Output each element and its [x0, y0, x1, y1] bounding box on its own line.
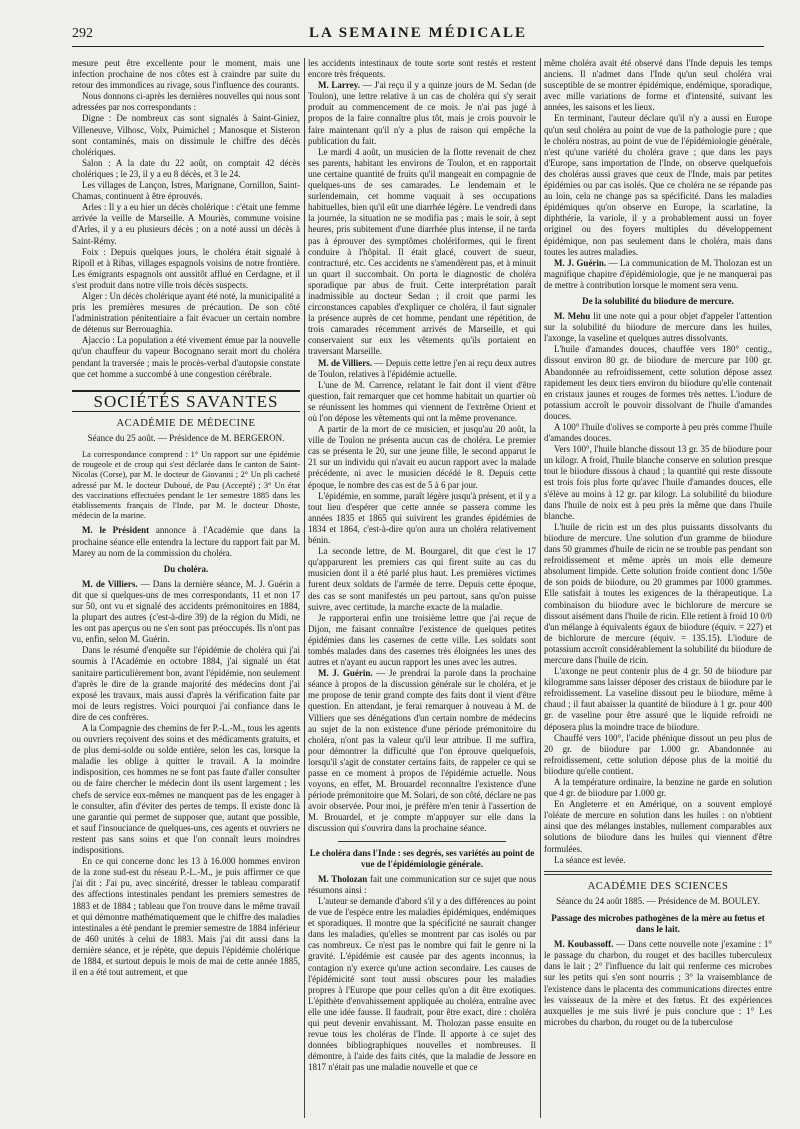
- paragraph: Je rapporterai enfin une troisième lettre que j'ai reçue de Dijon, me faisant connaître l'existence de quelques petites épidémies dans les casernes de cette ville. Les soldats sont tombés malades dans des casernes très éloignées les unes des autres et n'ayant eu aucun rapport les unes avec les autres.: [308, 612, 536, 668]
- speaker-name: M. Tholozan: [318, 873, 368, 884]
- paragraph: En ce qui concerne donc les 13 à 16.000 hommes environ de la zone sud-est du réseau P.-L.-M., je puis affirmer ce que j'ai dit : J'ai pu, avec sincérité, dresser le tableau comparatif des affections intestinales pendant les premiers semestres de 1883 et de 1884 ; tableau que l'on trouve dans le même travail et qui démontre mathématiquement que le chiffre des maladies intestinales a été pendant le premier semestre de 1884 inférieur de 460 unités à celui de 1883. Mais j'ai dit aussi dans la dernière séance, et je répète, que depuis l'épidémie cholérique de 1884, et surtout depuis le mois de mai de cette année 1885, il en a été tout autrement, et que: [72, 856, 300, 978]
- paragraph: A partir de la mort de ce musicien, et jusqu'au 20 août, la ville de Toulon ne présenta aucun cas de choléra. Le premier cas se présenta le 20, sur une jeune fille, le second apparut le 21 sur un individu qui n'avait eu aucun rapport avec la malade précédente, ni avec le musicien décédé le 8. Depuis cette époque, le nombre des cas est de 5 à 6 par jour.: [308, 424, 536, 490]
- academy-title: ACADÉMIE DE MÉDECINE: [116, 417, 256, 429]
- speaker-text: — Je prendrai la parole dans la prochaine séance à propos de la discussion générale sur le choléra, et je me propose de tenir grand compte des faits dont il vient d'être question. En attendant, je ferai remarquer à nouveau à M. de Villiers que ses dénégations d'un certain nombre de médecins au sujet de la non existence d'une période prémonitoire du choléra, n'ont pas la valeur qu'il leur attribue. Il me suffira, pour démontrer la difficulté que l'on éprouve quelquefois, lorsqu'il s'agit de constater certains faits, de rappeler ce qui se passe en ce moment à propos de l'épidémie actuelle. Nous voyons, en effet, M. Brouardel reconnaître l'existence d'une période prémonitoire que M. Solari, de son côté, déclare ne pas avoir observée. Pour moi, je préfère m'en tenir à l'assertion de M. Brouardel, et je compte m'appuyer sur elle dans la discussion qui s'ouvrira dans la prochaine séance.: [308, 668, 536, 834]
- speaker-name: M. Mehu: [554, 311, 591, 322]
- paragraph: [72, 579, 300, 646]
- speaker-text: — La communication de M. Tholozan est un magnifique chapitre d'épidémiologie, que je ne manquerai pas de mettre à contribution lorsque le moment sera venu.: [544, 257, 772, 290]
- speaker-name: M. Larrey.: [318, 80, 361, 91]
- rubric-title: De la solubilité du biiodure de mercure.: [582, 295, 734, 306]
- paragraph: L'auteur se demande d'abord s'il y a des différences au point de vue de l'espèce entre les maladies épidémiques, endémiques et sporadiques. Il montre que la spécificité ne saurait changer dans les maladies, qu'elles se montrent par cas isolés ou par cas nombreux. Ce n'est pas le nombre qui fait le genre ni la gravité. L'épidémie est causée par des agents inconnus, la contagion n'y exerce qu'une action secondaire. Les causes de l'épidémicité sont tout aussi obscures pour les maladies propres à l'Europe que pour celles qu'on a dit être exotiques. L'épithète d'envahissement appliquée au choléra, entraîne avec elle une idée fausse. Il faudrait, pour être exact, dire : choléra qui peut devenir envahissant. M. Tholozan passe ensuite en revue tous les choléras de l'Inde. Il apporte à ce sujet des données bibliographiques nouvelles et nombreuses. Il démontre, à l'aide des faits cités, que la maladie de Jessore en 1817 n'était pas une maladie nouvelle et que ce: [308, 895, 536, 1073]
- paragraph: La seconde lettre, de M. Bourgarel, dit que c'est le 17 qu'apparurent les premiers cas qui firent suite au cas du musicien dont il a été parlé plus haut. Les premières victimes furent deux soldats de l'armée de terre. Depuis cette époque, des cas se sont manifestés un peu partout, sans qu'on puisse suivre, avec certitude, la marche exacte de la maladie.: [308, 546, 536, 612]
- speaker-text: — Dans cette nouvelle note j'examine : 1° le passage du charbon, du rouget et des bacilles tuberculeux dans le lait ; 2° l'influence du lait qui renferme ces microbes sur les petits qui s'en sont nourris ; 3° la vraisemblance de l'existence dans le placenta des communications directes entre les vaisseaux de la mère et des fœtus. Et des expériences auxquelles je me suis livré je puis conclure que : 1° Les microbes du charbon, du rouget ou de la tuberculose: [544, 939, 772, 1027]
- speaker-name: M. J. Guérin.: [318, 668, 373, 679]
- speaker-text: annonce à l'Académie que dans la prochaine séance elle entendra la lecture du rapport fait par M. Marey au nom de la commission du choléra.: [72, 525, 300, 558]
- paragraph: même choléra avait été observé dans l'Inde depuis les temps anciens. Il n'admet dans l'Inde qu'un seul choléra vrai susceptible de se montrer épidémique, endémique, sporadique, avec mille variations de forme et d'intensité, suivant les années, les saisons et les lieux.: [544, 58, 772, 113]
- rubric-title: Du choléra.: [163, 563, 209, 574]
- paragraph: [308, 668, 536, 834]
- paragraph: [308, 80, 536, 147]
- divider-rule: [338, 841, 506, 842]
- speaker-name: M. J. Guérin.: [554, 257, 607, 268]
- paragraph: Nous donnons ci-après les dernières nouvelles qui nous sont adressées par nos correspondants :: [72, 91, 300, 113]
- paragraph: [308, 874, 536, 896]
- section-title: SOCIÉTÉS SAVANTES: [72, 390, 300, 412]
- rubric-title: Passage des microbes pathogènes de la mère au fœtus et dans le lait.: [551, 912, 765, 935]
- paragraph: L'axonge ne peut contenir plus de 4 gr. 50 de biiodure par kilogramme sans laisser déposer des cristaux de biiodure par le refroidissement. La vaseline dissout peu le biiodure, même à chaud ; il faut abaisser la quantité de biiodure à 1 gr. pour 400 gr. de vaseline pour être assuré que le liquide refroidi ne déposera plus la moindre trace de biiodure.: [544, 666, 772, 732]
- paragraph: L'une de M. Carrence, relatant le fait dont il vient d'être question, fait remarquer que cet homme habitait un quartier où se réunissent les hommes qui viennent de l'extrême Orient et où l'on dépose les vêtements qui ont la même provenance.: [308, 379, 536, 423]
- paragraph: mesure peut être excellente pour le moment, mais une infection prochaine de nos côtes est à craindre par suite du retour des immondices au rivage, sous l'influence des courants.: [72, 58, 300, 91]
- seance-line: Séance du 24 août 1885. — Présidence de M. BOULEY.: [556, 895, 760, 906]
- column-2: [308, 58, 536, 1118]
- paragraph: Chauffé vers 100°, l'acide phénique dissout un peu plus de 20 gr. de biiodure par 1.000 gr. Abandonnée au refroidissement, cette solution dépose plus de la moitié du biiodure qu'elle contient.: [544, 732, 772, 776]
- paragraph: Salon : A la date du 22 août, on comptait 42 décès cholériques ; le 23, il y a eu 8 décès, et 3 le 24.: [72, 157, 300, 179]
- rubric-title: Le choléra dans l'Inde : ses degrés, ses variétés au point de vue de l'épidémiologie générale.: [309, 847, 535, 869]
- paragraph: L'huile d'amandes douces, chauffée vers 180° centig., dissout environ 80 gr. de biiodure de mercure par 100 gr. Abandonnée au refroidissement, cette solution dépose assez rapidement les deux tiers environ du biiodure qu'elle contenait en cristaux jaunes et rouges de formes très nettes. L'iodure de potassium accroît le pouvoir dissolvant de l'huile d'amandes douces.: [544, 344, 772, 421]
- speaker-name: M. Koubassoff.: [554, 939, 614, 950]
- paragraph: Foix : Depuis quelques jours, le choléra était signalé à Ripoll et à Ribas, villages espagnols voisins de notre frontière. Les émigrants espagnols ont aussitôt afflué en Cerdagne, et il s'est produit dans notre ville trois décès suspects.: [72, 246, 300, 290]
- paragraph: L'épidémie, en somme, paraît légère jusqu'à présent, et il y a tout lieu d'espérer que cette année se passera comme les années 1835 et 1865 qui suivirent les grandes épidémies de 1834 et 1864, c'est-à-dire qu'on aura un choléra relativement bénin.: [308, 490, 536, 546]
- paragraph: Alger : Un décès cholérique ayant été noté, la municipalité a pris les premières mesures de précaution. De son côté l'administration pénitentiaire a fait évacuer un certain nombre de détenus sur Berrouaghia.: [72, 290, 300, 335]
- text-columns: [72, 58, 772, 1118]
- paragraph: La séance est levée.: [554, 854, 626, 865]
- journal-title: LA SEMAINE MÉDICALE: [308, 25, 528, 41]
- paragraph: Les villages de Lançon, Istres, Marignane, Cornillon, Saint-Chamas, continuent à être éprouvés.: [72, 180, 300, 202]
- paragraph: En Angleterre et en Amérique, on a souvent employé l'oléate de mercure en solution dans les huiles : on n'obtient ainsi que des mélanges instables, nullement comparables aux solutions de biiodure dans les huiles qui viennent d'être formulées.: [544, 799, 772, 854]
- paragraph: A la Compagnie des chemins de fer P.-L.-M., tous les agents ou ouvriers reçoivent des soins et des médicaments gratuits, et de plus demi-solde ou solde entière, selon les cas, lorsque la maladie les oblige à quitter le travail. A la moindre indisposition, ces hommes ne se font pas faute d'aller consulter ou de faire chercher le médecin dont ils usent largement ; les chefs de service eux-mêmes ne manquent pas de les engager à le consulter, afin d'éviter des pertes de temps. Il existe donc là une garantie qui permet de supposer que, autant que possible, et sauf l'insouciance de quelques-uns, ces agents et ouvriers ne restent pas sans soins et que l'on connaît leurs moindres indispositions.: [72, 723, 300, 856]
- speaker-text: fait une communication sur ce sujet que nous résumons ainsi :: [308, 873, 536, 895]
- paragraph: les accidents intestinaux de toute sorte sont restés et restent encore très fréquents.: [308, 58, 536, 80]
- correspondence: La correspondance comprend : 1° Un rapport sur une épidémie de rougeole et de croup qui s'est déclarée dans le canton de Saint-Nicolas (Corse), par M. le docteur de Giovanni ; 2° Un pli cacheté adressé par M. le docteur Duboué, de Pau (Accepté) ; 3° Un état des vaccinations effectuées pendant le 1er semestre 1885 dans les établissements français de l'Inde, par M. le docteur Dhoste, médecin de la marine.: [72, 450, 300, 521]
- page-number: 292: [72, 26, 93, 41]
- paragraph: [544, 939, 772, 1028]
- speaker-text: — Depuis cette lettre j'en ai reçu deux autres de Toulon, relatives à l'épidémie actuelle.: [308, 357, 536, 379]
- divider-rule: [544, 874, 772, 875]
- speaker-name: M. de Villiers.: [82, 578, 138, 589]
- paragraph: Le mardi 4 août, un musicien de la flotte revenait de chez ses parents, habitant les environs de Toulon, et en rapportait une certaine quantité de fruits qu'il mangeait en compagnie de quelques-uns de ses camarades. Le lendemain et le surlendemain, cet homme vaquait à ses occupations habituelles, bien qu'il eût une diarrhée légère. Le vendredi dans la journée, la situation ne se modifia pas ; mais le soir, à sept heures, pris subitement d'une diarrhée plus intense, il ne tarda pas à éprouver des symptômes cholériformes, qui le firent conduire à l'hôpital. Il était glacé, couvert de sueur, contracturé, etc. Ces accidents ne s'amendèrent pas, et à minuit un quart il succombait. On porta le diagnostic de choléra sporadique par abus de fruit. Cette interprétation paraît inadmissible au docteur Sedan ; il croit que parmi les circonstances capables d'expliquer ce choléra, il faut signaler la présence auprès de cet homme, pendant une répétition, de trois camarades récemment arrivés de Marseille, et qui conservaient sur eux les vêtements qu'ils portaient en traversant Marseille.: [308, 146, 536, 357]
- paragraph: A la température ordinaire, la benzine ne garde en solution que 4 gr. de biiodure par 1.000 gr.: [544, 777, 772, 799]
- paragraph: A 100° l'huile d'olives se comporte à peu près comme l'huile d'amandes douces.: [544, 422, 772, 444]
- divider-rule: [544, 871, 772, 872]
- speaker-text: — Dans la dernière séance, M. J. Guérin a dit que si quelques-uns de mes correspondants, 11 et non 17 sur 50, ont vu et signalé des accidents prémonitoires en 1884, la plupart des autres (c'est-à-dire 39) de la région du Midi, ne les ont pas aperçus ou ne s'en sont pas préoccupés. Ils n'ont pas vu, enfin, selon M. Guérin.: [72, 578, 300, 645]
- paragraph: [72, 525, 300, 558]
- paragraph: [544, 258, 772, 291]
- speaker-name: M. le Président: [82, 525, 150, 536]
- column-3: [544, 58, 772, 1118]
- paragraph: En terminant, l'auteur déclare qu'il n'y a aussi en Europe qu'un seul choléra au point de vue de la pathologie pure ; que le choléra nostras, au point de vue de l'épidémiologie générale, n'est qu'une variété du choléra grave ; que dans les pays d'Europe, sans importation de l'Inde, on observe quelquefois des choléras aussi graves que ceux de l'Inde, mais par petites épidémies ou par cas isolés. Que ce choléra ne se répande pas au loin, cela ne change pas sa spécificité. Dans les maladies épidémiques qu'on observe en Europe, la scarlatine, la diphthérie, la variole, il y a probablement aussi un foyer originel ou des foyers multiples du développement épidémique, non pas seulement dans le choléra, mais dans toutes les autres maladies.: [544, 113, 772, 257]
- speaker-name: M. de Villiers.: [318, 357, 373, 368]
- paragraph: [544, 311, 772, 344]
- paragraph: L'huile de ricin est un des plus puissants dissolvants du biiodure de mercure. Une solution d'un gramme de biiodure dans 50 grammes d'huile de ricin ne se trouble pas pendant son refroidissement et même après un mois elle demeure absolument limpide. Cette solution froide contient donc 1/50e de son poids de biiodure, ou 20 grammes par 1000 grammes. Elle satisfait à toutes les exigences de la thérapeutique. La combinaison du biiodure avec le bichlorure de mercure se dissout aisément dans l'huile de ricin. Elle retient à froid 10 0/0 d'un mélange à équivalents égaux de biiodure (équiv. = 227) et de bichlorure de mercure (équiv. = 135.15). L'iodure de potassium accroît considérablement la solubilité du biiodure de mercure dans l'huile de ricin.: [544, 521, 772, 665]
- seance-line: Séance du 25 août. — Présidence de M. BERGERON.: [87, 432, 285, 443]
- column-1: [72, 58, 300, 1118]
- paragraph: [308, 358, 536, 380]
- speaker-text: — J'ai reçu il y a quinze jours de M. Sedan (de Toulon), une lettre relative à un cas de choléra qui s'y serait produit au commencement de ce mois. Je n'ai pas jugé à propos de la faire connaître plus tôt, mais je crois pouvoir le faire maintenant qu'il n'y a plus de raison qui empêche la publication du fait.: [308, 80, 536, 146]
- paragraph: Arles : Il y a eu hier un décès cholérique : c'était une femme arrivée la veille de Marseille. A Mouriès, commune voisine d'Arles, il y a eu plusieurs décès ; on a noté aussi un décès à Saint-Rémy.: [72, 202, 300, 246]
- speaker-text: lit une note qui a pour objet d'appeler l'attention sur la solubilité du biiodure de mercure dans les huiles, l'axonge, la vaseline et quelques autres dissolvants.: [544, 311, 772, 344]
- paragraph: Dans le résumé d'enquête sur l'épidémie de choléra qui j'ai soumis à l'Académie en octobre 1884, j'ai signalé un état sanitaire particulièrement bon, avant l'épidémie, non seulement d'après le dire de la grande majorité des médecins dont j'ai exposé les travaux, mais aussi d'après la vérification faite par moi de leurs registres. Voici pourquoi j'ai confiance dans le dire de ces confrères.: [72, 645, 300, 722]
- paragraph: Vers 100°, l'huile blanche dissout 13 gr. 35 de biiodure pour un kilogr. A froid, l'huile blanche conserve en solution presque tout le biiodure dissous à chaud ; la quantité qui reste dissoute est trois fois plus forte qu'avec l'huile d'amandes douces, elle s'élève au moins à 12 gr. par kilogr. La solubilité du biiodure dans l'huile de noix est à peu près la même que dans l'huile blanche.: [544, 444, 772, 521]
- page-header: [72, 24, 764, 47]
- paragraph: Digne : De nombreux cas sont signalés à Saint-Giniez, Villeneuve, Vilhosc, Volx, Puimichel ; Manosque et Sisteron sont contaminés, mais on dissimule le chiffre des décès cholériques.: [72, 113, 300, 157]
- academy-title: ACADÉMIE DES SCIENCES: [587, 880, 729, 892]
- paragraph: Ajaccio : La population a été vivement émue par la nouvelle qu'un chauffeur du vapeur Bocognano serait mort du choléra pendant la traversée ; mais le procès-verbal d'autopsie constate que cet homme a succombé à une congestion cérébrale.: [72, 335, 300, 379]
